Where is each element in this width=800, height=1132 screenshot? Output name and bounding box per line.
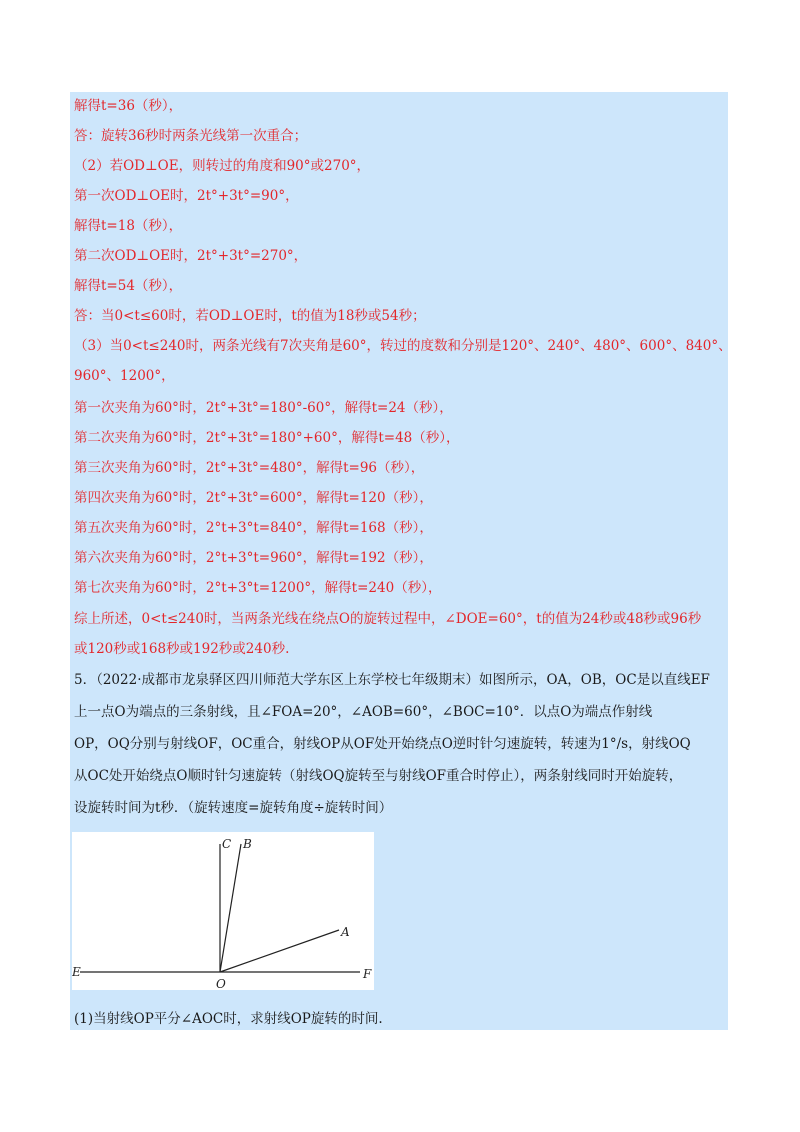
- problem-line: 设旋转时间为t秒．（旋转速度=旋转角度÷旋转时间）: [74, 800, 393, 816]
- solution-line: （3）当0<t≤240时，两条光线有7次夹角是60°，转过的度数和分别是120°、240°、480°、600°、840°、: [74, 338, 732, 354]
- solution-line: 综上所述，0<t≤240时，当两条光线在绕点O的旋转过程中，∠DOE=60°，t的值为24秒或48秒或96秒: [74, 611, 702, 627]
- solution-line: 第四次夹角为60°时，2t°+3t°=600°，解得t=120（秒），: [74, 490, 433, 506]
- problem-line: 从OC处开始绕点O顺时针匀速旋转（射线OQ旋转至与射线OF重合时停止），两条射线同时开始旋转，: [74, 768, 683, 784]
- solution-line: 或120秒或168秒或192秒或240秒.: [74, 641, 290, 657]
- geometry-figure: [72, 832, 374, 990]
- solution-line: 第一次OD⊥OE时，2t°+3t°=90°，: [74, 188, 299, 204]
- solution-line: 第六次夹角为60°时，2°t+3°t=960°，解得t=192（秒），: [74, 550, 433, 566]
- solution-line: 第五次夹角为60°时，2°t+3°t=840°，解得t=168（秒），: [74, 520, 433, 536]
- solution-line: 答：旋转36秒时两条光线第一次重合；: [74, 128, 308, 144]
- ray-ob: [220, 844, 241, 972]
- solution-line: 第七次夹角为60°时，2°t+3°t=1200°，解得t=240（秒），: [74, 580, 442, 596]
- solution-line: 960°、1200°，: [74, 368, 175, 384]
- problem-line: 5．（2022·成都市龙泉驿区四川师范大学东区上东学校七年级期末）如图所示，OA，OB，OC是以直线EF: [74, 672, 710, 688]
- solution-line: （2）若OD⊥OE，则转过的角度和90°或270°，: [74, 158, 371, 174]
- solution-line: 答：当0<t≤60时，若OD⊥OE时，t的值为18秒或54秒；: [74, 308, 426, 324]
- solution-line: 第二次OD⊥OE时，2t°+3t°=270°，: [74, 248, 308, 264]
- label-f: F: [363, 967, 372, 981]
- label-e: E: [72, 965, 81, 979]
- question-1: (1)当射线OP平分∠AOC时，求射线OP旋转的时间.: [74, 1011, 383, 1027]
- label-c: C: [222, 837, 232, 851]
- solution-line: 第三次夹角为60°时，2t°+3t°=480°，解得t=96（秒），: [74, 460, 425, 476]
- solution-line: 解得t=18（秒），: [74, 218, 183, 234]
- problem-line: 上一点O为端点的三条射线，且∠FOA=20°，∠AOB=60°，∠BOC=10°．以点O为端点作射线: [74, 704, 653, 720]
- solution-line: 第二次夹角为60°时，2t°+3t°=180°+60°，解得t=48（秒），: [74, 430, 460, 446]
- ray-oa: [220, 930, 339, 972]
- label-b: B: [243, 837, 252, 851]
- solution-line: 解得t=54（秒），: [74, 278, 183, 294]
- label-a: A: [341, 925, 350, 939]
- solution-line: 第一次夹角为60°时，2t°+3t°=180°-60°，解得t=24（秒），: [74, 400, 453, 416]
- solution-line: 解得t=36（秒），: [74, 98, 183, 114]
- label-o: O: [216, 977, 226, 990]
- problem-line: OP，OQ分别与射线OF，OC重合，射线OP从OF处开始绕点O逆时针匀速旋转，转速为1°/s，射线OQ: [74, 736, 691, 752]
